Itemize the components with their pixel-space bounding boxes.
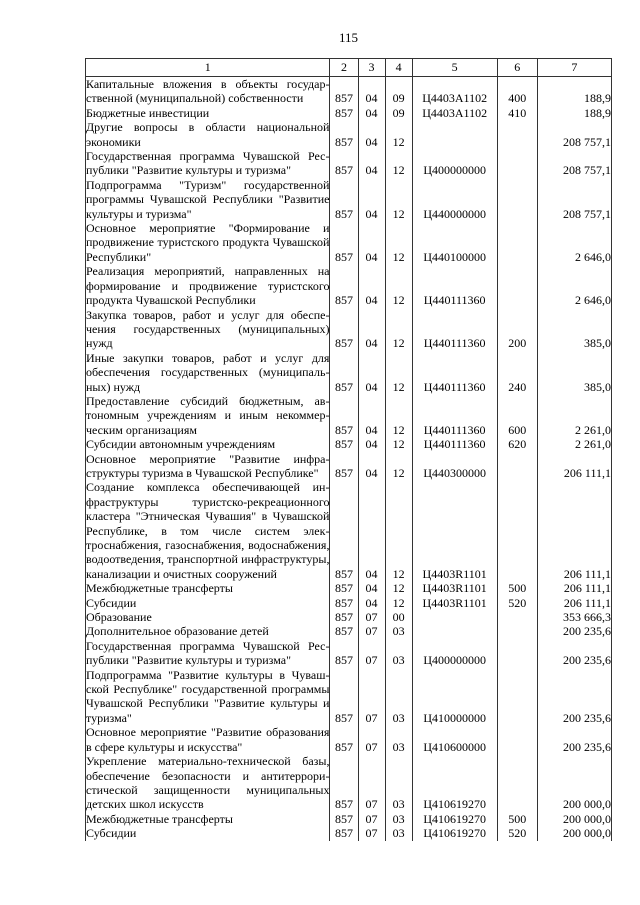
table-body bbox=[86, 77, 612, 841]
cell-grbs-code: 857 bbox=[330, 812, 358, 826]
cell-subsection-code: 12 bbox=[385, 596, 412, 610]
cell-subsection-code: 03 bbox=[385, 639, 412, 668]
cell-subsection-code: 03 bbox=[385, 668, 412, 726]
cell-expense-type-code: 500 bbox=[497, 812, 537, 826]
cell-target-article-code: Ц440300000 bbox=[412, 452, 497, 481]
cell-subsection-code: 12 bbox=[385, 178, 412, 221]
cell-amount: 2 261,0 bbox=[537, 437, 611, 451]
table-row bbox=[86, 308, 612, 351]
cell-subsection-code: 12 bbox=[385, 581, 412, 595]
cell-subsection-code: 03 bbox=[385, 812, 412, 826]
cell-name: Государственная программа Чувашской Республики "Развитие культуры и туризма" bbox=[86, 638, 330, 668]
cell-expense-type-code bbox=[497, 452, 537, 481]
table-row bbox=[86, 120, 612, 149]
cell-section-code: 07 bbox=[358, 639, 385, 668]
cell-amount: 200 000,0 bbox=[537, 826, 611, 840]
cell-target-article-code: Ц4403А1102 bbox=[412, 106, 497, 120]
table-row bbox=[86, 668, 612, 726]
cell-section-code: 04 bbox=[358, 106, 385, 120]
cell-subsection-code: 12 bbox=[385, 120, 412, 149]
cell-grbs-code: 857 bbox=[330, 668, 358, 726]
cell-name: Субсидии автономным учреждениям bbox=[86, 437, 330, 451]
table-row bbox=[86, 106, 612, 120]
cell-name: Подпрограмма "Туризм" государственной программы Чувашской Республики "Развитие культуры и туризма" bbox=[86, 177, 330, 221]
cell-section-code: 04 bbox=[358, 149, 385, 178]
cell-amount: 200 235,6 bbox=[537, 624, 611, 638]
cell-expense-type-code: 520 bbox=[497, 826, 537, 840]
table-row bbox=[86, 351, 612, 394]
table-row bbox=[86, 452, 612, 481]
cell-expense-type-code: 240 bbox=[497, 351, 537, 394]
cell-expense-type-code bbox=[497, 480, 537, 581]
cell-target-article-code: Ц440111360 bbox=[412, 308, 497, 351]
cell-amount: 353 666,3 bbox=[537, 610, 611, 624]
cell-section-code: 04 bbox=[358, 308, 385, 351]
cell-amount: 2 646,0 bbox=[537, 264, 611, 307]
cell-section-code: 04 bbox=[358, 351, 385, 394]
cell-amount: 188,9 bbox=[537, 77, 611, 106]
cell-subsection-code: 03 bbox=[385, 725, 412, 754]
cell-grbs-code: 857 bbox=[330, 754, 358, 812]
cell-grbs-code: 857 bbox=[330, 596, 358, 610]
cell-section-code: 04 bbox=[358, 437, 385, 451]
cell-amount: 208 757,1 bbox=[537, 149, 611, 178]
cell-grbs-code: 857 bbox=[330, 351, 358, 394]
cell-section-code: 07 bbox=[358, 725, 385, 754]
page-number: 115 bbox=[338, 30, 359, 45]
cell-subsection-code: 09 bbox=[385, 77, 412, 106]
cell-target-article-code: Ц410619270 bbox=[412, 754, 497, 812]
cell-grbs-code: 857 bbox=[330, 581, 358, 595]
cell-expense-type-code bbox=[497, 725, 537, 754]
cell-grbs-code: 857 bbox=[330, 221, 358, 264]
cell-target-article-code: Ц440111360 bbox=[412, 437, 497, 451]
cell-grbs-code: 857 bbox=[330, 308, 358, 351]
cell-grbs-code: 857 bbox=[330, 826, 358, 840]
cell-amount: 206 111,1 bbox=[537, 480, 611, 581]
cell-amount: 206 111,1 bbox=[537, 581, 611, 595]
cell-name: Реализация мероприятий, направленных на формирование и продвижение туристского продукта Чувашской Республики bbox=[86, 264, 330, 308]
cell-subsection-code: 12 bbox=[385, 264, 412, 307]
cell-grbs-code: 857 bbox=[330, 120, 358, 149]
cell-target-article-code: Ц440111360 bbox=[412, 351, 497, 394]
cell-name: Субсидии bbox=[86, 596, 330, 610]
cell-amount: 206 111,1 bbox=[537, 596, 611, 610]
cell-amount: 200 235,6 bbox=[537, 725, 611, 754]
cell-target-article-code: Ц400000000 bbox=[412, 149, 497, 178]
cell-section-code: 07 bbox=[358, 624, 385, 638]
cell-section-code: 04 bbox=[358, 120, 385, 149]
cell-name: Капитальные вложения в объекты государственной (муниципальной) собственности bbox=[86, 77, 330, 106]
column-header-7: 7 bbox=[537, 59, 611, 77]
cell-target-article-code: Ц410619270 bbox=[412, 826, 497, 840]
cell-expense-type-code: 200 bbox=[497, 308, 537, 351]
cell-name: Предоставление субсидий бюджетным, автономным учреждениям и иным некоммерческим организациям bbox=[86, 393, 330, 437]
table-row bbox=[86, 596, 612, 610]
cell-name: Государственная программа Чувашской Республики "Развитие культуры и туризма" bbox=[86, 149, 330, 178]
column-header-5: 5 bbox=[412, 59, 497, 77]
cell-expense-type-code bbox=[497, 624, 537, 638]
cell-target-article-code bbox=[412, 610, 497, 624]
cell-expense-type-code: 500 bbox=[497, 581, 537, 595]
cell-target-article-code: Ц440100000 bbox=[412, 221, 497, 264]
table-row bbox=[86, 754, 612, 812]
cell-grbs-code: 857 bbox=[330, 480, 358, 581]
cell-name: Бюджетные инвестиции bbox=[86, 106, 330, 120]
table-row bbox=[86, 77, 612, 106]
cell-subsection-code: 00 bbox=[385, 610, 412, 624]
cell-amount: 2 646,0 bbox=[537, 221, 611, 264]
budget-table bbox=[85, 58, 612, 841]
cell-section-code: 07 bbox=[358, 812, 385, 826]
cell-expense-type-code bbox=[497, 149, 537, 178]
cell-amount: 208 757,1 bbox=[537, 120, 611, 149]
cell-subsection-code: 12 bbox=[385, 149, 412, 178]
cell-grbs-code: 857 bbox=[330, 437, 358, 451]
cell-amount: 208 757,1 bbox=[537, 178, 611, 221]
cell-grbs-code: 857 bbox=[330, 149, 358, 178]
column-header-4: 4 bbox=[385, 59, 412, 77]
cell-target-article-code: Ц4403R1101 bbox=[412, 581, 497, 595]
cell-subsection-code: 12 bbox=[385, 480, 412, 581]
cell-name: Образование bbox=[86, 610, 330, 624]
cell-name: Укрепление материально-технической базы, обеспечение безопасности и антитеррористической защищенности муниципальных детских школ искусств bbox=[86, 754, 330, 812]
table-row bbox=[86, 178, 612, 221]
cell-section-code: 04 bbox=[358, 452, 385, 481]
cell-name: Подпрограмма "Развитие культуры в Чувашской Республике" государственной программы Чувашской Республики "Развитие культуры и туризма" bbox=[86, 667, 330, 725]
cell-expense-type-code bbox=[497, 221, 537, 264]
cell-target-article-code: Ц440111360 bbox=[412, 264, 497, 307]
table-header-row bbox=[86, 59, 612, 77]
column-header-6: 6 bbox=[497, 59, 537, 77]
cell-target-article-code: Ц4403А1102 bbox=[412, 77, 497, 106]
table-row bbox=[86, 826, 612, 840]
cell-subsection-code: 03 bbox=[385, 826, 412, 840]
cell-grbs-code: 857 bbox=[330, 610, 358, 624]
cell-amount: 385,0 bbox=[537, 308, 611, 351]
cell-target-article-code: Ц410000000 bbox=[412, 668, 497, 726]
cell-target-article-code: Ц4403R1101 bbox=[412, 596, 497, 610]
cell-target-article-code bbox=[412, 624, 497, 638]
cell-name: Основное мероприятие "Формирование и продвижение туристского продукта Чувашской Республики" bbox=[86, 221, 330, 264]
cell-subsection-code: 03 bbox=[385, 754, 412, 812]
table-row bbox=[86, 610, 612, 624]
column-header-2: 2 bbox=[330, 59, 358, 77]
cell-amount: 200 235,6 bbox=[537, 639, 611, 668]
table-row bbox=[86, 149, 612, 178]
cell-section-code: 07 bbox=[358, 754, 385, 812]
cell-expense-type-code bbox=[497, 754, 537, 812]
cell-section-code: 04 bbox=[358, 394, 385, 437]
cell-subsection-code: 12 bbox=[385, 437, 412, 451]
cell-amount: 206 111,1 bbox=[537, 452, 611, 481]
cell-expense-type-code: 620 bbox=[497, 437, 537, 451]
cell-section-code: 04 bbox=[358, 77, 385, 106]
cell-name: Дополнительное образование детей bbox=[86, 624, 330, 638]
table-row bbox=[86, 221, 612, 264]
cell-expense-type-code bbox=[497, 120, 537, 149]
cell-section-code: 04 bbox=[358, 596, 385, 610]
cell-expense-type-code bbox=[497, 668, 537, 726]
cell-target-article-code: Ц410619270 bbox=[412, 812, 497, 826]
cell-name: Субсидии bbox=[86, 826, 330, 840]
cell-name: Основное мероприятие "Развитие инфраструктуры туризма в Чувашской Республике" bbox=[86, 451, 330, 480]
cell-section-code: 07 bbox=[358, 610, 385, 624]
cell-section-code: 04 bbox=[358, 264, 385, 307]
cell-target-article-code bbox=[412, 120, 497, 149]
cell-expense-type-code bbox=[497, 610, 537, 624]
cell-name: Основное мероприятие "Развитие образования в сфере культуры и искусства" bbox=[86, 725, 330, 754]
cell-section-code: 04 bbox=[358, 178, 385, 221]
cell-expense-type-code bbox=[497, 639, 537, 668]
cell-target-article-code: Ц400000000 bbox=[412, 639, 497, 668]
cell-amount: 200 000,0 bbox=[537, 812, 611, 826]
cell-target-article-code: Ц410600000 bbox=[412, 725, 497, 754]
cell-subsection-code: 12 bbox=[385, 394, 412, 437]
cell-amount: 385,0 bbox=[537, 351, 611, 394]
cell-section-code: 07 bbox=[358, 826, 385, 840]
cell-name: Иные закупки товаров, работ и услуг для обеспечения государственных (муниципальных) нужд bbox=[86, 350, 330, 394]
cell-subsection-code: 12 bbox=[385, 221, 412, 264]
cell-expense-type-code: 400 bbox=[497, 77, 537, 106]
cell-name: Создание комплекса обеспечивающей инфраструктуры туристско-рекреационного кластера "Этническая Чувашия" в Чувашской Республике, в том числе систем электроснабжения, газоснабжения, водоснабжения, водоотведения, транспортной инфраструктуры, канализации и очистных сооружений bbox=[86, 480, 330, 581]
cell-name: Закупка товаров, работ и услуг для обеспечения государственных (муниципальных) нужд bbox=[86, 307, 330, 351]
cell-subsection-code: 12 bbox=[385, 308, 412, 351]
cell-grbs-code: 857 bbox=[330, 106, 358, 120]
table-row bbox=[86, 725, 612, 754]
table-row bbox=[86, 581, 612, 595]
table-row bbox=[86, 394, 612, 437]
cell-grbs-code: 857 bbox=[330, 639, 358, 668]
cell-grbs-code: 857 bbox=[330, 77, 358, 106]
table-row bbox=[86, 480, 612, 581]
cell-name: Межбюджетные трансферты bbox=[86, 581, 330, 595]
cell-grbs-code: 857 bbox=[330, 452, 358, 481]
table-row bbox=[86, 437, 612, 451]
cell-section-code: 04 bbox=[358, 581, 385, 595]
cell-expense-type-code bbox=[497, 264, 537, 307]
cell-amount: 200 235,6 bbox=[537, 668, 611, 726]
cell-grbs-code: 857 bbox=[330, 178, 358, 221]
cell-expense-type-code: 410 bbox=[497, 106, 537, 120]
cell-subsection-code: 12 bbox=[385, 351, 412, 394]
table-row bbox=[86, 624, 612, 638]
cell-amount: 2 261,0 bbox=[537, 394, 611, 437]
cell-section-code: 04 bbox=[358, 221, 385, 264]
table-row bbox=[86, 639, 612, 668]
cell-target-article-code: Ц440111360 bbox=[412, 394, 497, 437]
cell-grbs-code: 857 bbox=[330, 725, 358, 754]
cell-amount: 188,9 bbox=[537, 106, 611, 120]
cell-section-code: 07 bbox=[358, 668, 385, 726]
cell-name: Межбюджетные трансферты bbox=[86, 812, 330, 826]
table-row bbox=[86, 812, 612, 826]
cell-grbs-code: 857 bbox=[330, 394, 358, 437]
cell-expense-type-code bbox=[497, 178, 537, 221]
cell-section-code: 04 bbox=[358, 480, 385, 581]
table-row bbox=[86, 264, 612, 307]
cell-grbs-code: 857 bbox=[330, 264, 358, 307]
cell-expense-type-code: 520 bbox=[497, 596, 537, 610]
cell-grbs-code: 857 bbox=[330, 624, 358, 638]
cell-amount: 200 000,0 bbox=[537, 754, 611, 812]
column-header-1: 1 bbox=[86, 59, 330, 77]
cell-subsection-code: 09 bbox=[385, 106, 412, 120]
cell-subsection-code: 03 bbox=[385, 624, 412, 638]
column-header-3: 3 bbox=[358, 59, 385, 77]
cell-subsection-code: 12 bbox=[385, 452, 412, 481]
cell-target-article-code: Ц440000000 bbox=[412, 178, 497, 221]
cell-target-article-code: Ц4403R1101 bbox=[412, 480, 497, 581]
cell-expense-type-code: 600 bbox=[497, 394, 537, 437]
cell-name: Другие вопросы в области национальной экономики bbox=[86, 120, 330, 149]
